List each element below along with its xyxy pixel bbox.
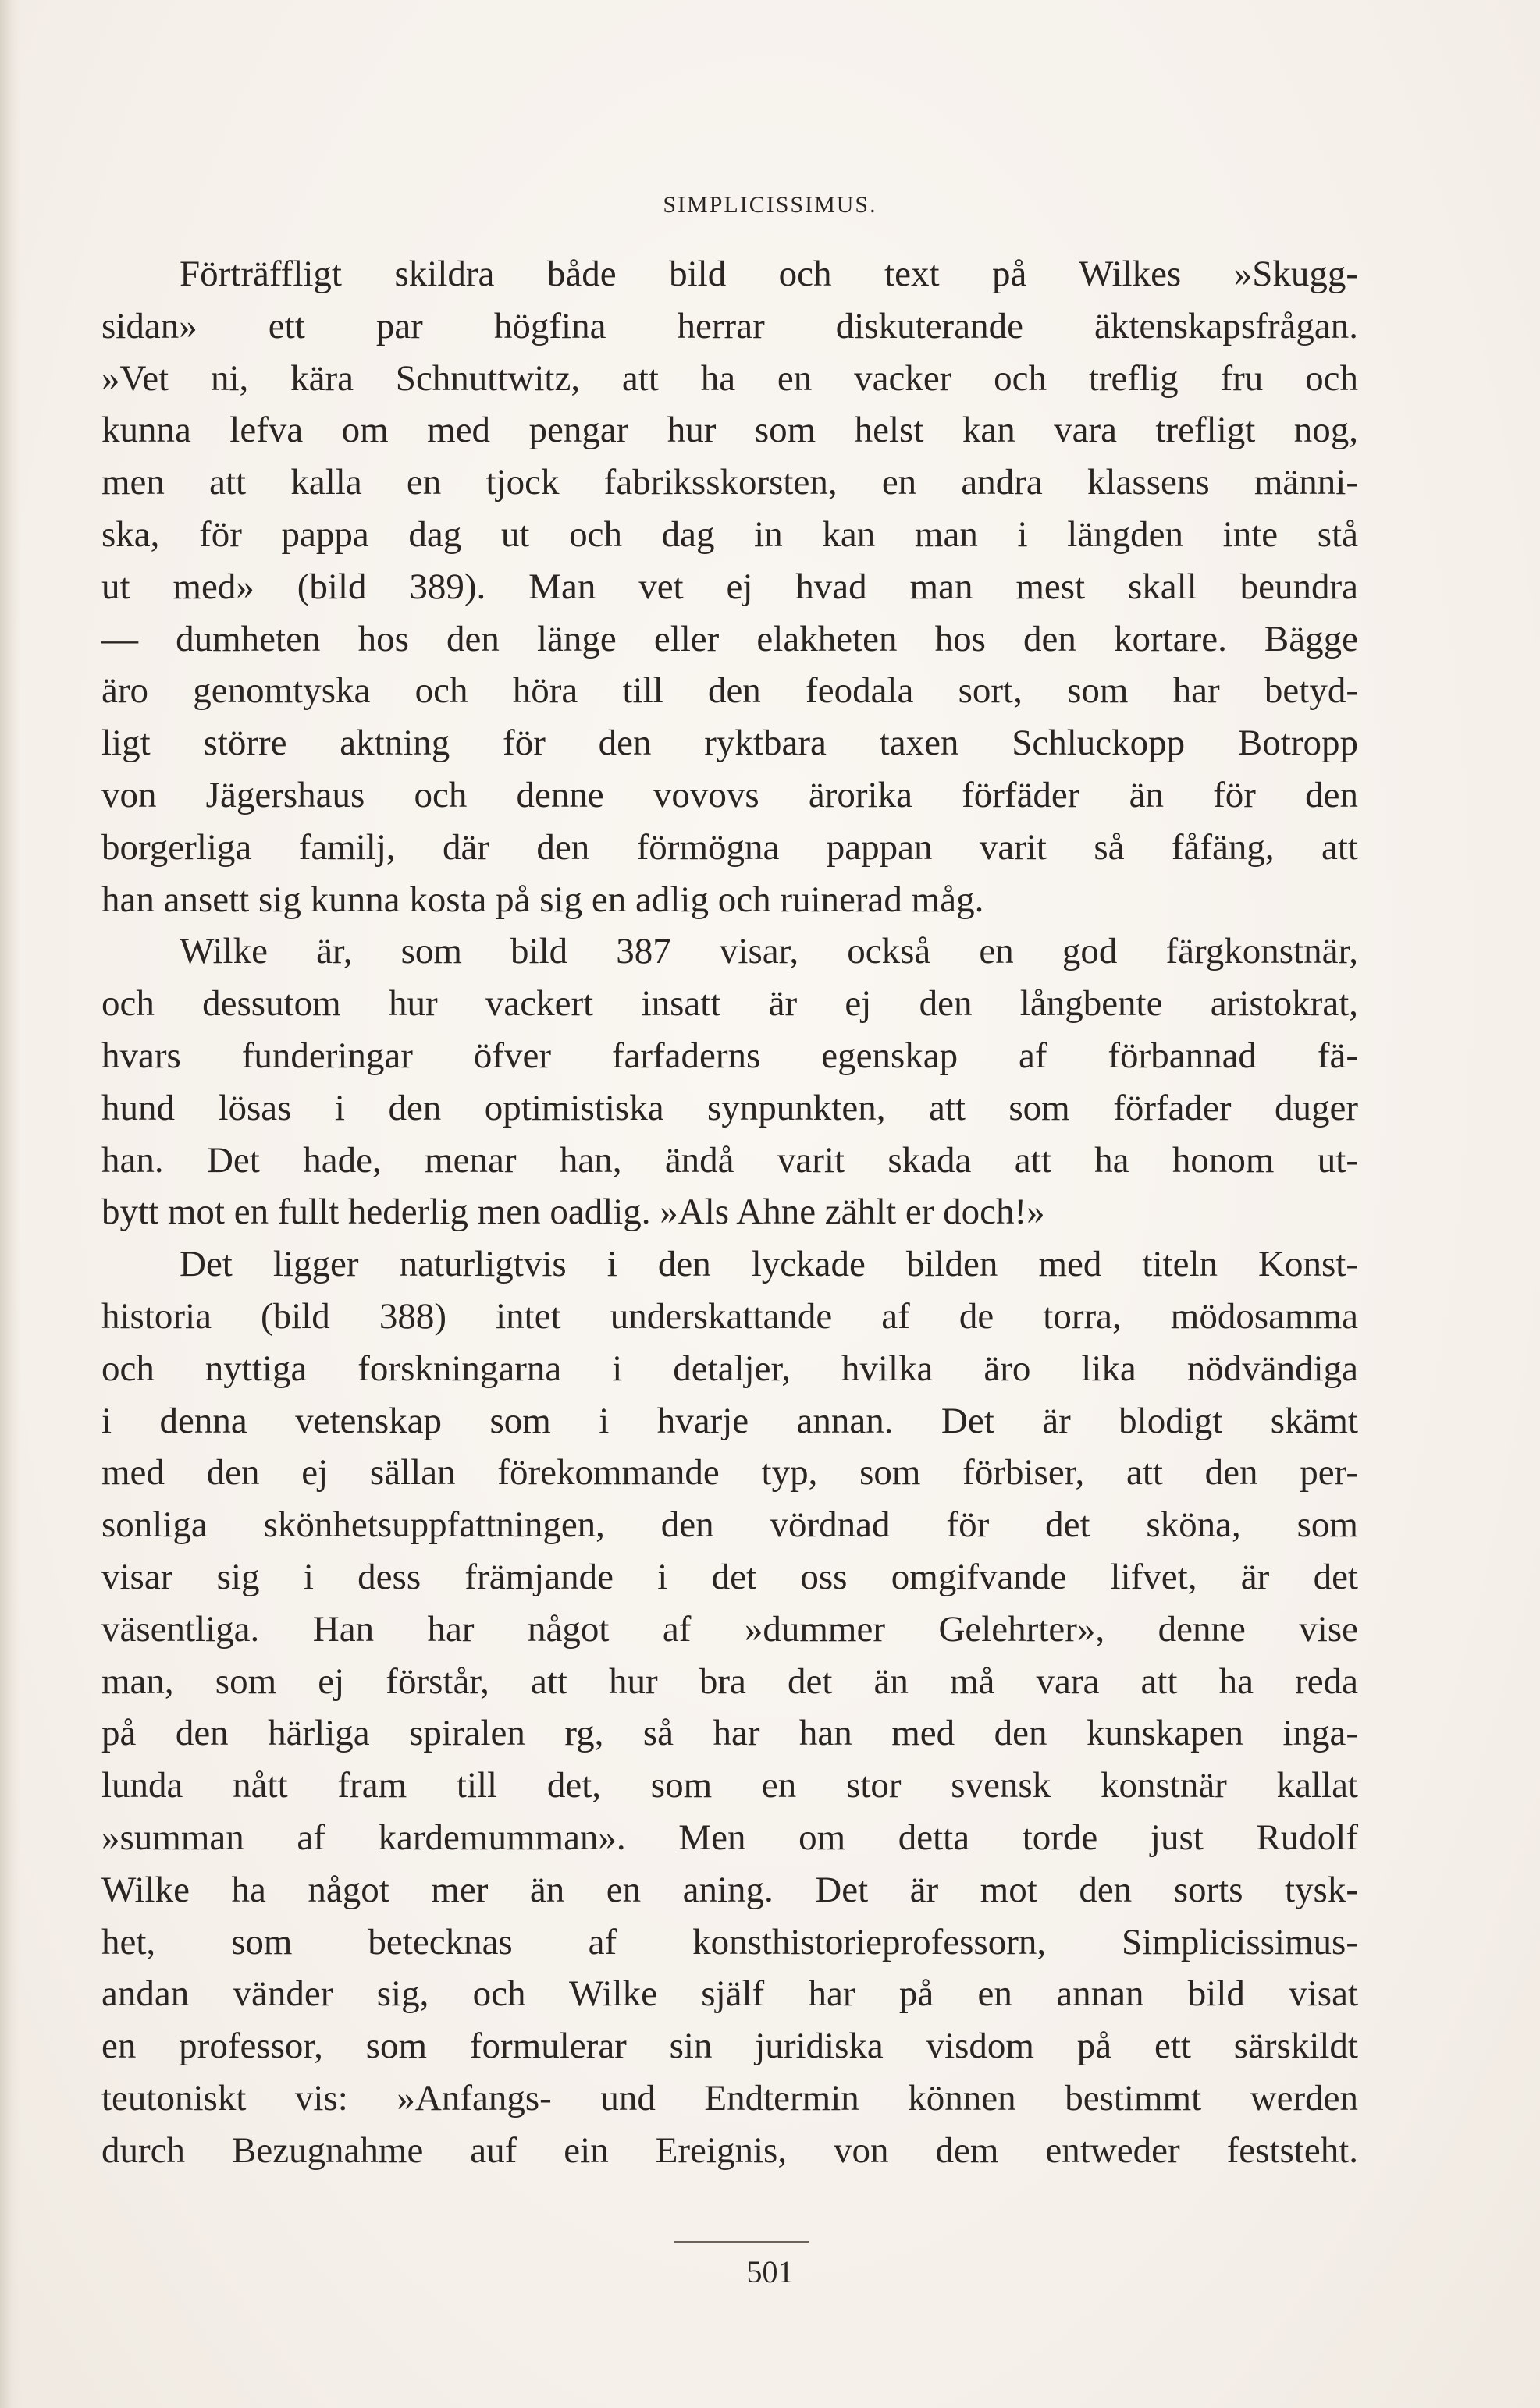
text-line: andan vänder sig, och Wilke själf har på en annan bild visat <box>101 1973 1358 2015</box>
text-line: borgerliga familj, där den förmögna pappan varit så fåfäng, att <box>101 826 1358 868</box>
text-line: Det ligger naturligtvis i den lyckade bilden med titeln Konst- <box>180 1244 1358 1285</box>
text-line: visar sig i dess främjande i det oss omgifvande lifvet, är det <box>101 1556 1358 1597</box>
running-title: SIMPLICISSIMUS. <box>663 192 877 218</box>
page-binding-edge <box>0 0 20 2408</box>
text-line: hund lösas i den optimistiska synpunkten, att som förfader duger <box>101 1087 1358 1128</box>
text-line: sidan» ett par högfina herrar diskuterande äktenskapsfrågan. <box>101 305 1358 346</box>
text-line: sonliga skönhetsuppfattningen, den vördnad för det sköna, som <box>101 1504 1358 1546</box>
text-line: med den ej sällan förekommande typ, som förbiser, att den per- <box>101 1452 1358 1493</box>
text-line: men att kalla en tjock fabriksskorsten, en andra klassens männi- <box>101 462 1358 503</box>
text-line: ut med» (bild 389). Man vet ej hvad man mest skall beundra <box>101 566 1358 607</box>
text-line: väsentliga. Han har något af »dummer Gelehrter», denne vise <box>101 1608 1358 1650</box>
text-line: Wilke ha något mer än en aning. Det är mot den sorts tysk- <box>101 1869 1358 1910</box>
text-line: historia (bild 388) intet underskattande af de torra, mödosamma <box>101 1295 1358 1337</box>
text-line: han ansett sig kunna kosta på sig en adlig och ruinerad måg. <box>101 879 984 920</box>
page-number: 501 <box>746 2254 794 2289</box>
text-line: lunda nått fram till det, som en stor svensk konstnär kallat <box>101 1765 1358 1806</box>
text-line: i denna vetenskap som i hvarje annan. Det är blodigt skämt <box>101 1400 1358 1441</box>
text-line: bytt mot en fullt hederlig men oadlig. »Als Ahne zählt er doch!» <box>101 1192 1045 1233</box>
text-line: på den härliga spiralen rg, så har han med den kunskapen inga- <box>101 1713 1358 1754</box>
text-line: äro genomtyska och höra till den feodala sort, som har betyd- <box>101 670 1358 712</box>
text-line: ska, för pappa dag ut och dag in kan man i längden inte stå <box>101 513 1358 555</box>
text-line: — dumheten hos den länge eller elakheten hos den kortare. Bägge <box>101 618 1358 659</box>
text-line: durch Bezugnahme auf ein Ereignis, von dem entweder feststeht. <box>101 2129 1358 2171</box>
text-line: man, som ej förstår, att hur bra det än må vara att ha reda <box>101 1660 1358 1702</box>
text-line: Förträffligt skildra både bild och text på Wilkes »Skugg- <box>180 254 1358 294</box>
footer-rule <box>674 2241 809 2243</box>
text-line: en professor, som formulerar sin juridiska visdom på ett särskildt <box>101 2026 1358 2067</box>
text-line: hvars funderingar öfver farfaderns egenskap af förbannad fä- <box>101 1035 1358 1076</box>
text-line: het, som betecknas af konsthistorieprofessorn, Simplicissimus- <box>101 1921 1358 1962</box>
text-line: »summan af kardemumman». Men om detta torde just Rudolf <box>101 1817 1358 1858</box>
text-line: han. Det hade, menar han, ändå varit skada att ha honom ut- <box>101 1139 1358 1181</box>
text-line: von Jägershaus och denne vovovs ärorika förfäder än för den <box>101 774 1358 815</box>
text-line: Wilke är, som bild 387 visar, också en god färgkonstnär, <box>180 931 1358 972</box>
text-line: ligt större aktning för den ryktbara taxen Schluckopp Botropp <box>101 723 1358 764</box>
text-line: och nyttiga forskningarna i detaljer, hvilka äro lika nödvändiga <box>101 1348 1358 1389</box>
body-text <box>101 248 1358 2176</box>
text-line: teutoniskt vis: »Anfangs- und Endtermin können bestimmt werden <box>101 2077 1358 2119</box>
text-line: kunna lefva om med pengar hur som helst kan vara trefligt nog, <box>101 410 1358 451</box>
text-line: »Vet ni, kära Schnuttwitz, att ha en vacker och treflig fru och <box>101 357 1358 399</box>
text-line: och dessutom hur vackert insatt är ej den långbente aristokrat, <box>101 983 1358 1025</box>
